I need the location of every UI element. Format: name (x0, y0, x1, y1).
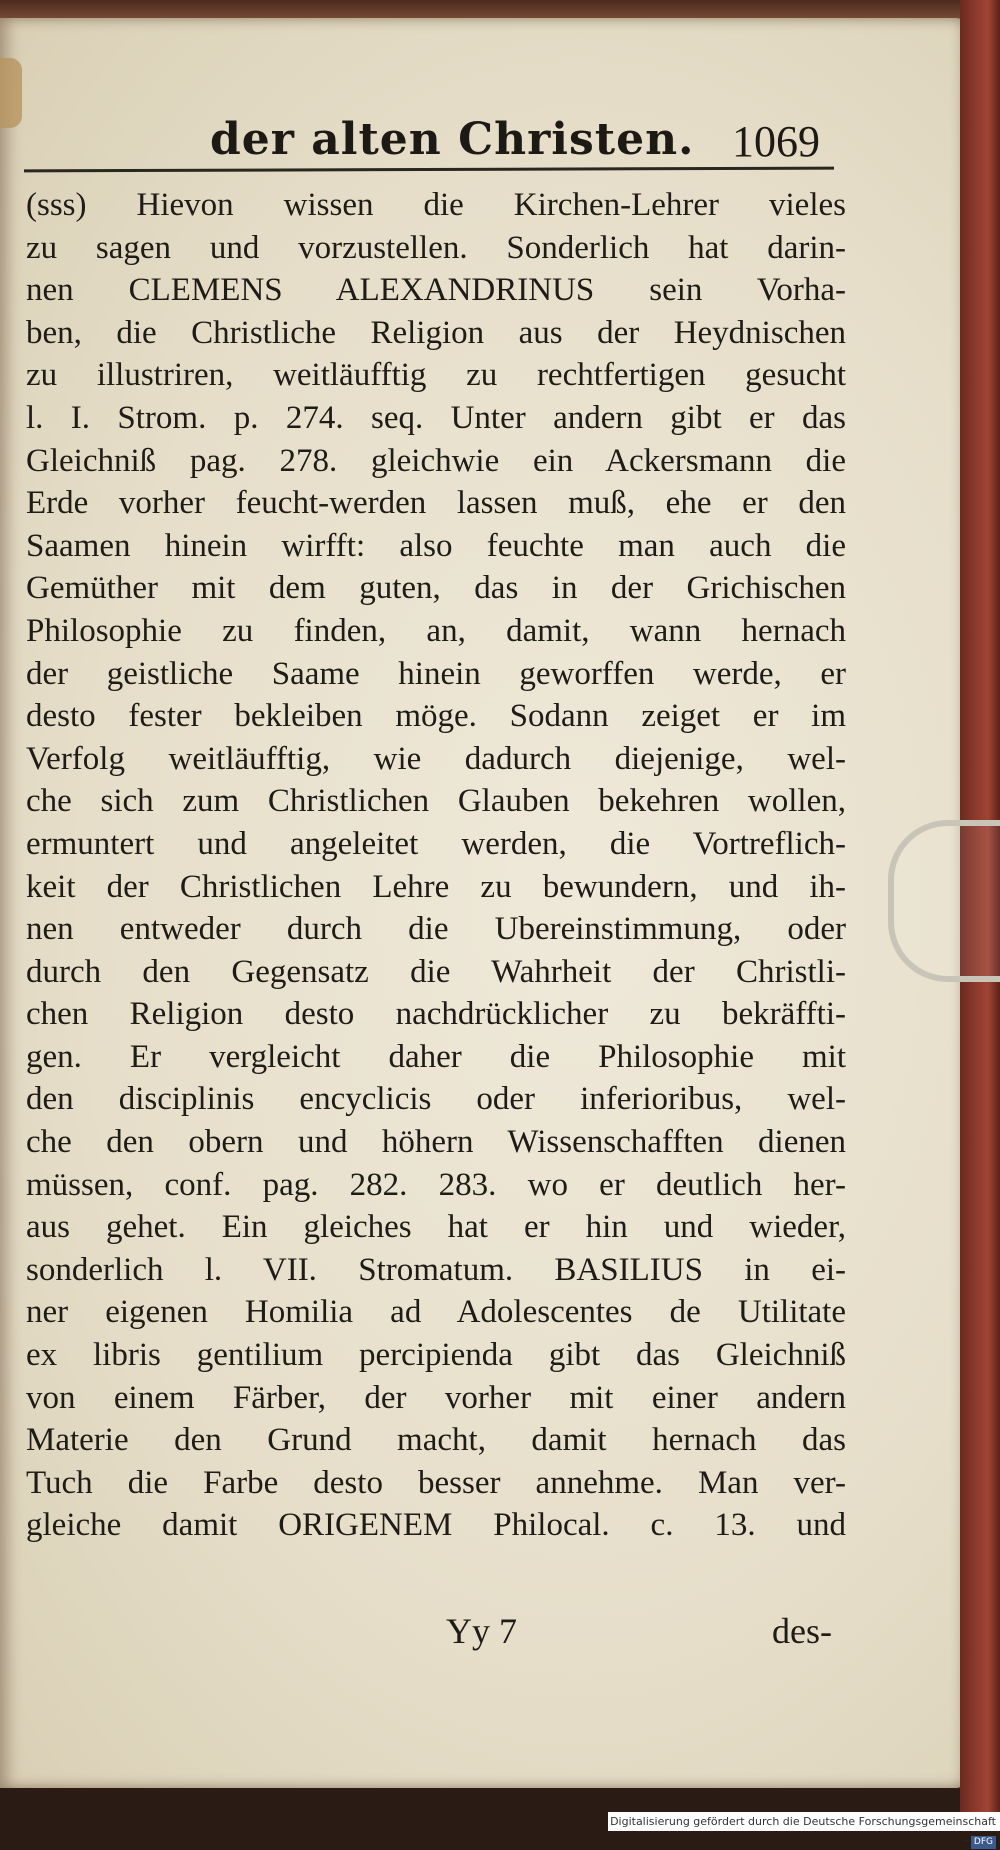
page-header (0, 96, 966, 186)
text-line: den disciplinis encyclicis oder inferioribus, wel- (26, 1081, 846, 1118)
text-line: desto fester bekleiben möge. Sodann zeiget er im (26, 698, 846, 735)
text-line: ben, die Christliche Religion aus der Heydnischen (26, 314, 846, 351)
text-line: ex libris gentilium percipienda gibt das Gleichniß (26, 1337, 846, 1374)
text-line: Tuch die Farbe desto besser annehme. Man ver- (26, 1464, 846, 1501)
text-line: durch den Gegensatz die Wahrheit der Christli- (26, 953, 846, 990)
text-line: che sich zum Christlichen Glauben bekehren wollen, (26, 783, 846, 820)
text-line: Verfolg weitläufftig, wie dadurch diejenige, wel- (26, 740, 846, 777)
text-line: sonderlich l. VII. Stromatum. BASILIUS in ei- (26, 1251, 846, 1288)
text-line: Gleichniß pag. 278. gleichwie ein Ackersmann die (26, 442, 846, 479)
book-top-edge (0, 0, 966, 20)
signature-mark: Yy 7 (446, 1611, 517, 1651)
digitization-credit (608, 1812, 1000, 1847)
text-line: nen entweder durch die Ubereinstimmung, oder (26, 911, 846, 948)
dfg-logo: DFG (971, 1836, 996, 1849)
text-line: Philosophie zu finden, an, damit, wann hernach (26, 612, 846, 649)
catchword: des- (772, 1611, 832, 1651)
text-line: (sss) Hievon wissen die Kirchen-Lehrer vieles (26, 187, 846, 223)
body-text (26, 184, 846, 1547)
text-line: zu illustriren, weitläufftig zu rechtfertigen gesucht (26, 357, 846, 394)
text-line: che den obern und höhern Wissenschafften dienen (26, 1124, 846, 1161)
text-line: Gemüther mit dem guten, das in der Grichischen (26, 570, 846, 607)
text-line: aus gehet. Ein gleiches hat er hin und wieder, (26, 1209, 846, 1246)
text-line: zu sagen und vorzustellen. Sonderlich hat darin- (26, 229, 846, 266)
text-line: chen Religion desto nachdrücklicher zu bekräffti- (26, 996, 846, 1033)
page-number: 1069 (732, 117, 820, 166)
text-line: müssen, conf. pag. 282. 283. wo er deutlich her- (26, 1166, 846, 1203)
text-line: Erde vorher feucht-werden lassen muß, ehe er den (26, 485, 846, 522)
text-line: keit der Christlichen Lehre zu bewundern, und ih- (26, 868, 846, 905)
text-line: ner eigenen Homilia ad Adolescentes de Utilitate (26, 1294, 846, 1331)
text-line: Materie den Grund macht, damit hernach das (26, 1422, 846, 1459)
text-line: l. I. Strom. p. 274. seq. Unter andern gibt er das (26, 399, 846, 436)
text-line: von einem Färber, der vorher mit einer andern (26, 1379, 846, 1416)
text-line: nen CLEMENS ALEXANDRINUS sein Vorha- (26, 272, 846, 309)
text-line: gleiche damit ORIGENEM Philocal. c. 13. und (26, 1507, 846, 1544)
credit-text: Digitalisierung gefördert durch die Deutsche Forschungsgemeinschaft · (610, 1815, 996, 1847)
page-clip (888, 820, 1000, 982)
text-line: gen. Er vergleicht daher die Philosophie mit (26, 1038, 846, 1075)
text-line: Saamen hinein wirfft: also feuchte man auch die (26, 527, 846, 564)
running-title: der alten Christen. (210, 114, 695, 165)
text-line: der geistliche Saame hinein geworffen werde, er (26, 655, 846, 692)
text-line: ermuntert und angeleitet werden, die Vortreflich- (26, 825, 846, 862)
book-page (0, 18, 966, 1788)
page-footer (26, 1610, 846, 1660)
